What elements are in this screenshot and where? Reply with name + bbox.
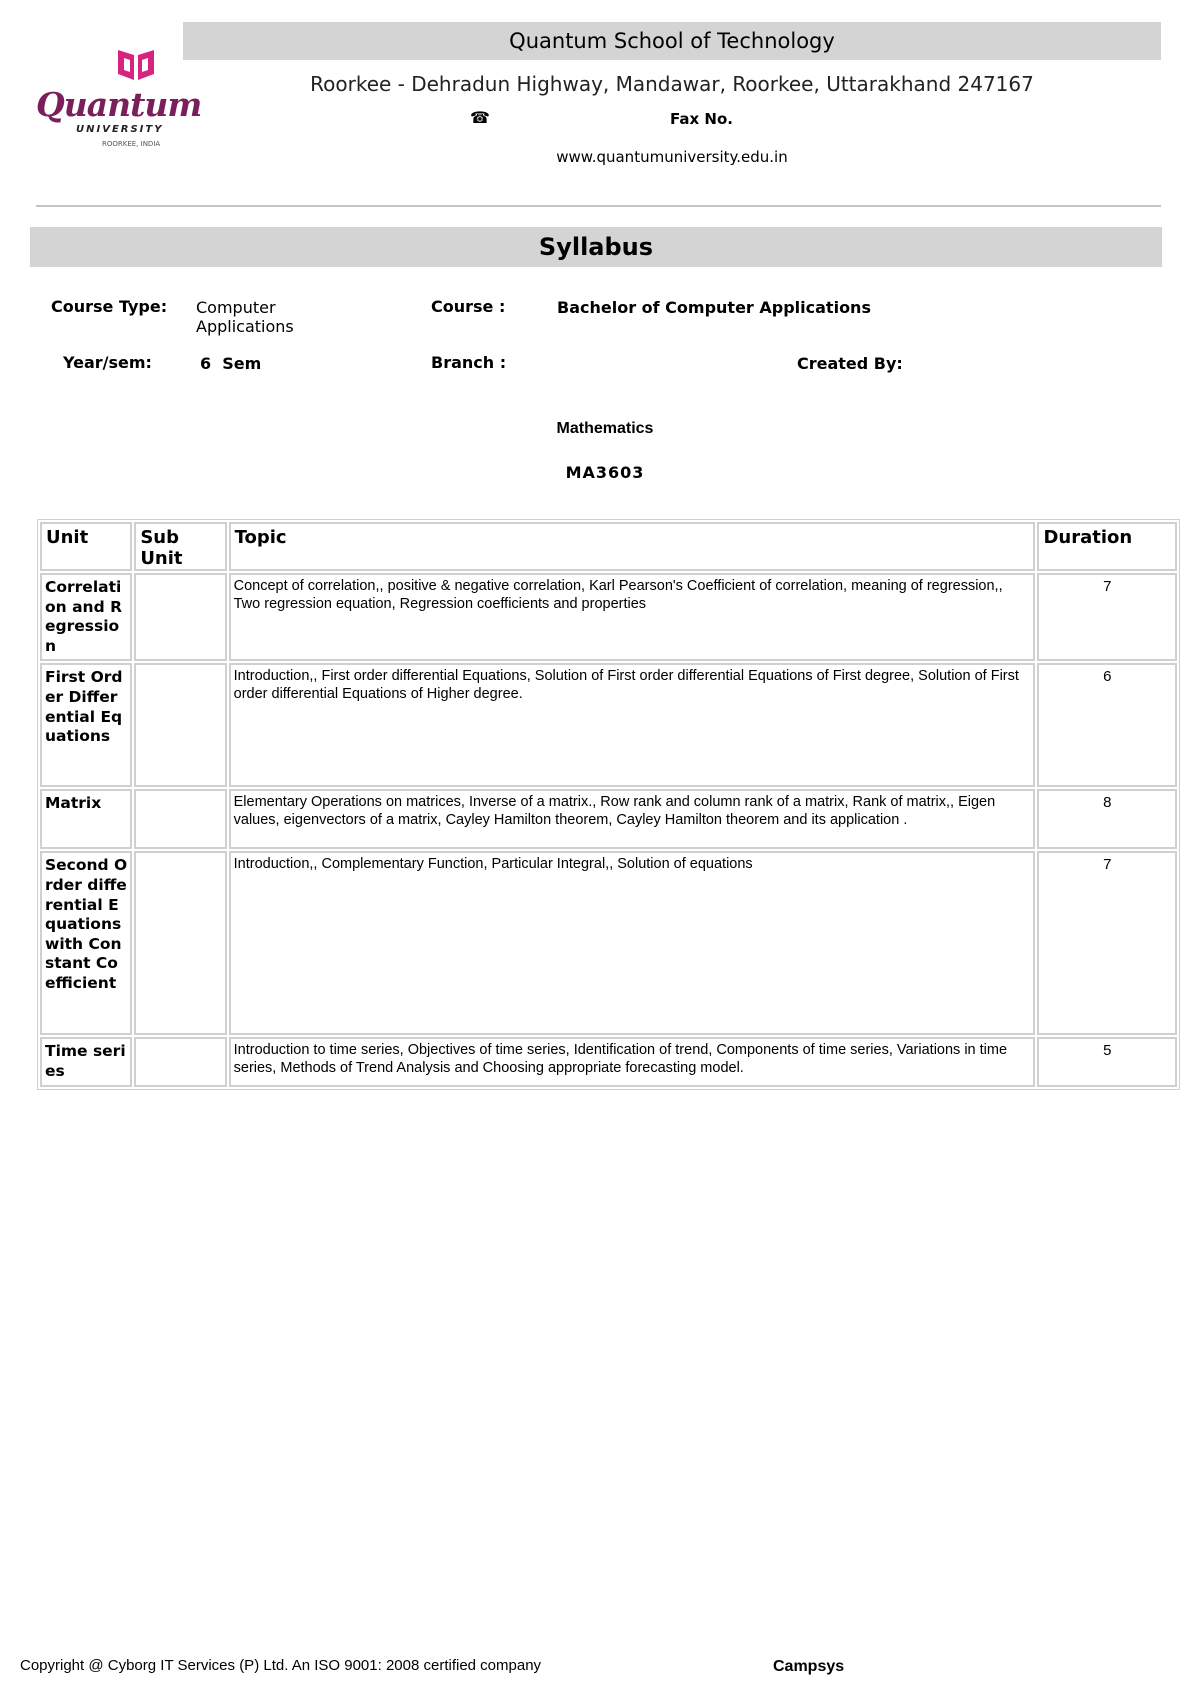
- duration-cell: 5: [1037, 1037, 1177, 1086]
- school-name: Quantum School of Technology: [183, 22, 1161, 60]
- topic-cell: Concept of correlation,, positive & negative correlation, Karl Pearson's Coefficient of correlation, meaning of regression,, Two regression equation, Regression coefficients and properties: [229, 573, 1036, 661]
- header-duration: Duration: [1037, 522, 1177, 571]
- unit-cell: Matrix: [40, 789, 132, 849]
- page-title: Syllabus: [30, 227, 1162, 267]
- website-url[interactable]: www.quantumuniversity.edu.in: [556, 148, 788, 166]
- sub-unit-cell: [134, 789, 226, 849]
- course-type-value: [196, 298, 294, 336]
- topic-cell: Introduction,, Complementary Function, Particular Integral,, Solution of equations: [229, 851, 1036, 1035]
- topic-cell: Introduction,, First order differential Equations, Solution of First order differential Equations of First degree, Solution of First order differential Equations of Higher degree.: [229, 663, 1036, 787]
- topic-cell: Elementary Operations on matrices, Inverse of a matrix., Row rank and column rank of a matrix, Rank of matrix,, Eigen values, eigenvectors of a matrix, Cayley Hamilton theorem, Cayley Hamilton theorem and its application .: [229, 789, 1036, 849]
- course-label: Course :: [431, 297, 506, 316]
- created-by-label: Created By:: [797, 354, 903, 373]
- logo-city: ROORKEE, INDIA: [102, 140, 161, 148]
- table-row: [40, 1037, 1177, 1086]
- course-type-line-2: Applications: [196, 317, 294, 336]
- subject-name: Mathematics: [556, 420, 654, 437]
- subject-code: MA3603: [565, 463, 645, 482]
- table-row: [40, 663, 1177, 787]
- phone-icon: ☎: [470, 108, 490, 127]
- sub-unit-cell: [134, 573, 226, 661]
- duration-cell: 7: [1037, 573, 1177, 661]
- logo-subline: UNIVERSITY: [76, 124, 164, 135]
- duration-cell: 6: [1037, 663, 1177, 787]
- school-address: Roorkee - Dehradun Highway, Mandawar, Roorkee, Uttarakhand 247167: [310, 72, 1034, 96]
- header-sub-unit: Sub Unit: [134, 522, 226, 571]
- unit-cell: Correlation and Regression: [40, 573, 132, 661]
- fax-label: Fax No.: [670, 110, 733, 128]
- course-value: Bachelor of Computer Applications: [557, 298, 871, 317]
- duration-cell: 8: [1037, 789, 1177, 849]
- table-header-row: [40, 522, 1177, 571]
- header-topic: Topic: [229, 522, 1036, 571]
- sub-unit-cell: [134, 1037, 226, 1086]
- course-type-label: Course Type:: [51, 297, 168, 316]
- year-sem-label: Year/sem:: [63, 353, 152, 372]
- sub-unit-cell: [134, 663, 226, 787]
- year-sem-value: 6 Sem: [200, 354, 262, 373]
- table-row: [40, 851, 1177, 1035]
- copyright-text: Copyright @ Cyborg IT Services (P) Ltd. An ISO 9001: 2008 certified company: [20, 1657, 542, 1674]
- header-divider: [36, 205, 1161, 207]
- university-logo: [36, 46, 202, 154]
- course-type-line-1: Computer: [196, 298, 276, 317]
- unit-cell: Second Order differential Equations with Constant Coefficient: [40, 851, 132, 1035]
- sub-unit-cell: [134, 851, 226, 1035]
- unit-cell: First Order Differential Equations: [40, 663, 132, 787]
- quantum-logo-icon: [116, 46, 156, 82]
- header-unit: Unit: [40, 522, 132, 571]
- logo-wordmark: Quantum: [36, 85, 202, 124]
- table-row: [40, 573, 1177, 661]
- product-name: Campsys: [773, 1658, 845, 1675]
- topic-cell: Introduction to time series, Objectives of time series, Identification of trend, Components of time series, Variations in time series, Methods of Trend Analysis and Choosing appropriate forecasting model.: [229, 1037, 1036, 1086]
- branch-label: Branch :: [431, 353, 507, 372]
- duration-cell: 7: [1037, 851, 1177, 1035]
- syllabus-table: [37, 519, 1180, 1090]
- table-row: [40, 789, 1177, 849]
- unit-cell: Time series: [40, 1037, 132, 1086]
